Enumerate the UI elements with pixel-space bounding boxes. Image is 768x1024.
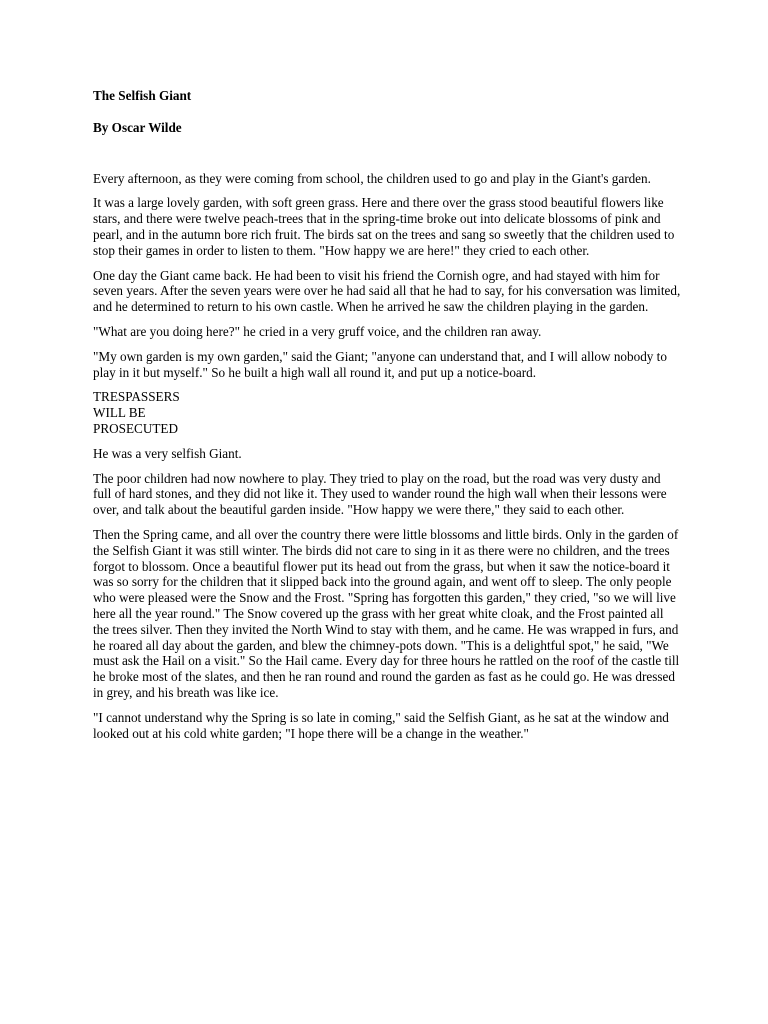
paragraph-7: The poor children had now nowhere to play. They tried to play on the road, but the road was very dusty and full of hard stones, and they did not like it. They used to wander round the high wall when their lessons were over, and talk about the beautiful garden inside. "How happy we were there," they said to each other. [93,470,667,518]
notice-line-3: PROSECUTED [93,420,178,436]
document-body [93,171,681,742]
paragraph-6: He was a very selfish Giant. [93,445,242,461]
paragraph-4: "What are you doing here?" he cried in a very gruff voice, and the children ran away. [93,323,542,339]
notice-board-text [93,389,681,436]
paragraph-8: Then the Spring came, and all over the country there were little blossoms and little birds. Only in the garden of the Selfish Giant it was still winter. The birds did not care to sing in it as there were no children, and the trees forgot to blossom. Once a beautiful flower put its head out from the grass, but when it saw the notice-board it was so sorry for the children that it slipped back into the ground again, and went off to sleep. The only people who were pleased were the Snow and the Frost. "Spring has forgotten this garden," they cried, "so we will live here all the year round." The Snow covered up the grass with her great white cloak, and the Frost painted all the trees silver. Then they invited the North Wind to stay with them, and he came. He was wrapped in furs, and he roared all day about the garden, and blew the chimney-pots down. "This is a delightful spot," he said, "We must ask the Hail on a visit." So the Hail came. Every day for three hours he rattled on the roof of the castle till he broke most of the slates, and then he ran round and round the garden as fast as he could go. He was dressed in grey, and his breath was like ice. [93,526,680,700]
paragraph-2: It was a large lovely garden, with soft green grass. Here and there over the grass stood beautiful flowers like stars, and there were twelve peach-trees that in the spring-time broke out into delicate blossoms of pink and pearl, and in the autumn bore rich fruit. The birds sat on the trees and sang so sweetly that the children used to stop their games in order to listen to them. "How happy we are here!" they cried to each other. [93,195,675,258]
paragraph-5: "My own garden is my own garden," said the Giant; "anyone can understand that, and I will allow nobody to play in it but myself." So he built a high wall all round it, and put up a notice-board. [93,348,667,380]
paragraph-1: Every afternoon, as they were coming from school, the children used to go and play in the Giant's garden. [93,170,651,186]
document-title: The Selfish Giant [93,88,192,103]
document-page [93,88,681,750]
notice-line-1: TRESPASSERS [93,389,180,405]
paragraph-9: "I cannot understand why the Spring is so late in coming," said the Selfish Giant, as he sat at the window and looked out at his cold white garden; "I hope there will be a change in the weather." [93,709,669,741]
document-author: By Oscar Wilde [93,119,182,135]
notice-line-2: WILL BE [93,405,146,421]
paragraph-3: One day the Giant came back. He had been to visit his friend the Cornish ogre, and had stayed with him for seven years. After the seven years were over he had said all that he had to say, for his conversation was limited, and he determined to return to his own castle. When he arrived he saw the children playing in the garden. [93,267,681,315]
